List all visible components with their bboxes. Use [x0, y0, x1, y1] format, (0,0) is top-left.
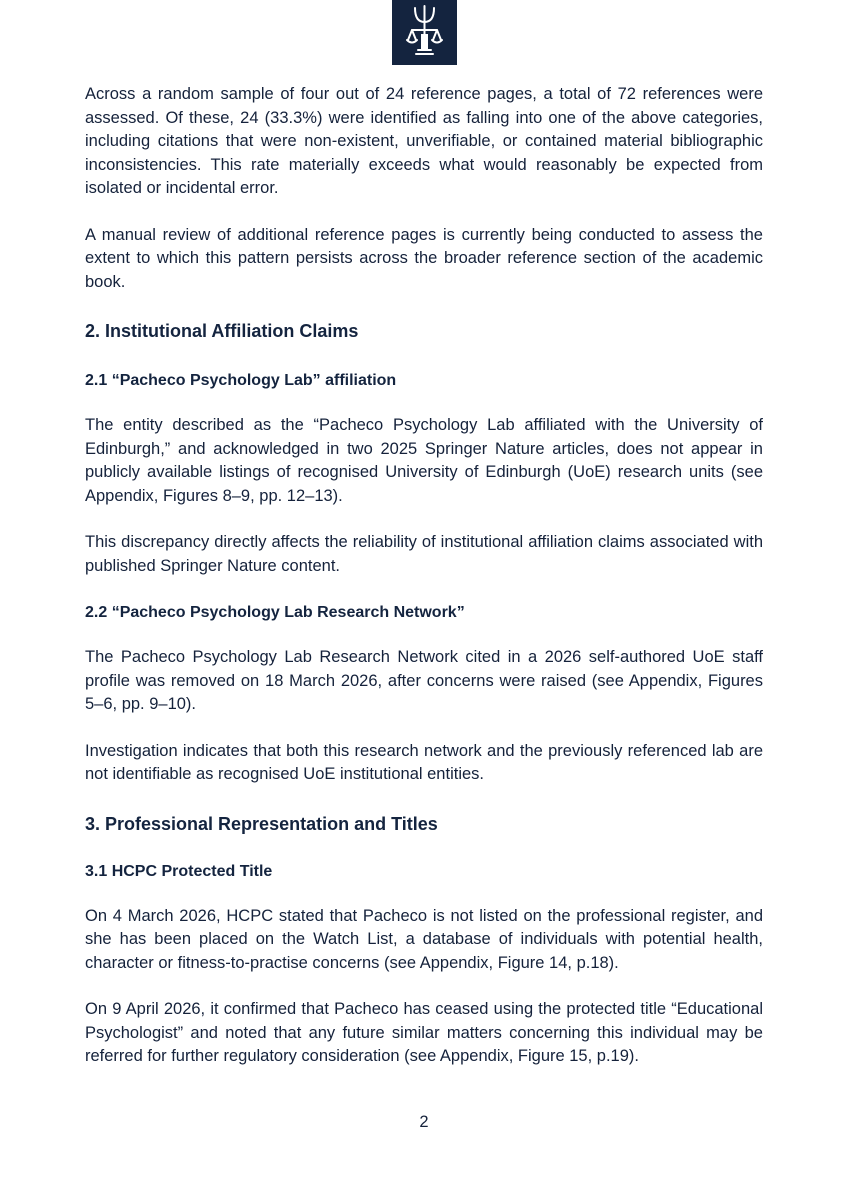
paragraph: Across a random sample of four out of 24 reference pages, a total of 72 references were assessed. Of these, 24 (33.3%) were identified as falling into one of the above categories, including citations that were non-existent, unverifiable, or contained material bibliographic inconsistencies. This rate materially exceeds what would reasonably be expected from isolated or incidental error.	[85, 85, 763, 197]
subsection-heading: 2.1 “Pacheco Psychology Lab” affiliation	[85, 372, 397, 389]
section-heading: 2. Institutional Affiliation Claims	[85, 321, 359, 341]
subsection-heading: 3.1 HCPC Protected Title	[85, 862, 273, 880]
logo	[392, 0, 457, 65]
psi-scales-icon	[392, 0, 457, 65]
paragraph: Investigation indicates that both this research network and the previously referenced lab are not identifiable as recognised UoE institutional entities.	[85, 741, 763, 783]
paragraph: This discrepancy directly affects the reliability of institutional affiliation claims associated with published Springer Nature content.	[85, 533, 763, 575]
section-heading: 3. Professional Representation and Titles	[85, 813, 438, 834]
paragraph: The Pacheco Psychology Lab Research Network cited in a 2026 self-authored UoE staff profile was removed on 18 March 2026, after concerns were raised (see Appendix, Figures 5–6, pp. 9–10).	[85, 648, 763, 713]
paragraph: On 4 March 2026, HCPC stated that Pacheco is not listed on the professional register, and she has been placed on the Watch List, a database of individuals with potential health, character or fitness-to-practise concerns (see Appendix, Figure 14, p.18).	[85, 906, 763, 972]
paragraph: A manual review of additional reference pages is currently being conducted to assess the extent to which this pattern persists across the broader reference section of the academic book.	[85, 225, 763, 291]
subsection-heading: 2.2 “Pacheco Psychology Lab Research Network”	[85, 604, 465, 621]
page-number: 2	[419, 1113, 429, 1131]
paragraph: The entity described as the “Pacheco Psychology Lab affiliated with the University of Edinburgh,” and acknowledged in two 2025 Springer Nature articles, does not appear in publicly available listings of recognised University of Edinburgh (UoE) research units (see Appendix, Figures 8–9, pp. 12–13).	[85, 416, 763, 505]
paragraph: On 9 April 2026, it confirmed that Pacheco has ceased using the protected title “Educational Psychologist” and noted that any future similar matters concerning this individual may be referred for further regulatory consideration (see Appendix, Figure 15, p.19).	[85, 1000, 763, 1065]
document-body	[85, 83, 763, 1069]
